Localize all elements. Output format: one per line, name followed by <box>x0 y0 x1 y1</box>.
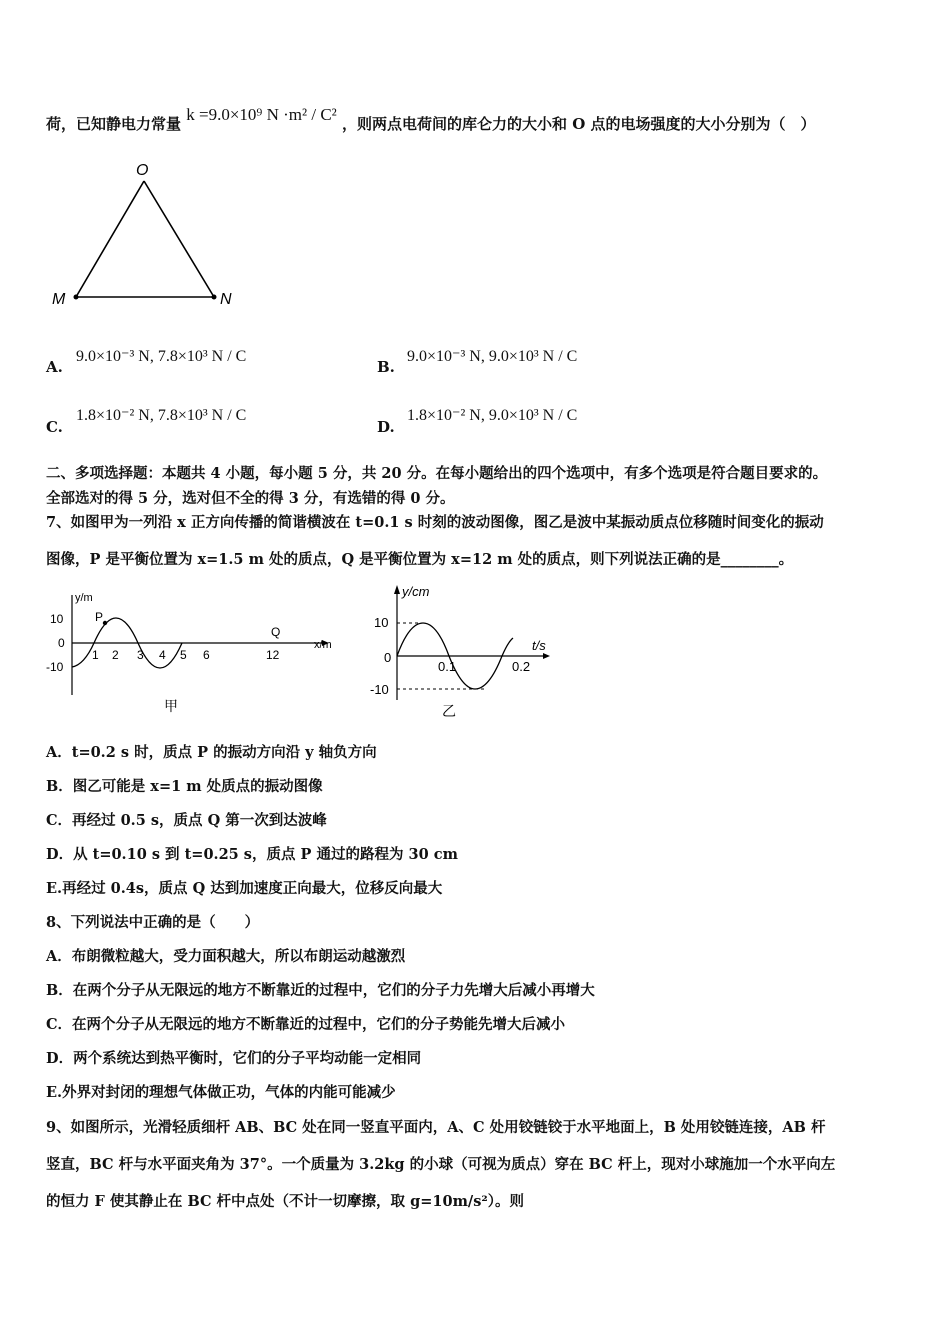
q9-stem-line3: 的恒力 F 使其静止在 BC 杆中点处（不计一切摩擦，取 g=10m/s²）。则 <box>46 1193 524 1210</box>
q7-option-c: C．再经过 0.5 s，质点 Q 第一次到达波峰 <box>46 812 327 829</box>
q6-option-d-value: 1.8×10⁻² N, 9.0×10³ N / C <box>407 407 578 424</box>
jia-x-tick-6: 6 <box>203 648 210 662</box>
q6-option-b-label: B. <box>377 358 395 376</box>
jia-caption: 甲 <box>164 698 178 714</box>
jia-x-tick-12: 12 <box>266 648 280 662</box>
q6-stem-pre: 荷，已知静电力常量 <box>46 115 182 133</box>
jia-x-axis-label: x/m <box>314 639 332 651</box>
q8-option-a: A．布朗微粒越大，受力面积越大，所以布朗运动越激烈 <box>46 948 406 965</box>
vertex-n-label: N <box>220 291 232 308</box>
q6-option-d-label: D. <box>377 418 395 436</box>
jia-x-tick-3: 3 <box>137 648 144 662</box>
q8-option-e: E.外界对封闭的理想气体做正功，气体的内能可能减少 <box>46 1084 396 1101</box>
q6-stem-post: ，则两点电荷间的库仑力的大小和 O 点的电场强度的大小分别为（ ） <box>342 115 816 133</box>
q7-option-e: E.再经过 0.4s，质点 Q 达到加速度正向最大，位移反向最大 <box>46 880 443 897</box>
q6-option-a-value: 9.0×10⁻³ N, 7.8×10³ N / C <box>76 348 247 365</box>
yi-x-tick-0-2: 0.2 <box>512 659 531 674</box>
q7-option-a: A．t=0.2 s 时，质点 P 的振动方向沿 y 轴负方向 <box>46 744 377 761</box>
triangle-figure <box>40 155 250 315</box>
q6-option-c-value: 1.8×10⁻² N, 7.8×10³ N / C <box>76 407 247 424</box>
jia-x-tick-4: 4 <box>159 648 166 662</box>
q7-option-b: B．图乙可能是 x=1 m 处质点的振动图像 <box>46 778 323 795</box>
q8-option-c: C．在两个分子从无限远的地方不断靠近的过程中，它们的分子势能先增大后减小 <box>46 1016 566 1033</box>
jia-y-axis-label: y/m <box>75 592 93 604</box>
point-p-label: P <box>95 610 104 624</box>
section2-heading-line1: 二、多项选择题：本题共 4 小题，每小题 5 分，共 20 分。在每小题给出的四个选项中，有多个选项是符合题目要求的。 <box>46 465 828 482</box>
coulomb-constant: k =9.0×10⁹ N ·m² / C² <box>186 105 337 124</box>
q7-option-d: D．从 t=0.10 s 到 t=0.25 s，质点 P 通过的路程为 30 cm <box>46 846 458 863</box>
yi-x-tick-0-1: 0.1 <box>438 659 457 674</box>
q8-stem: 8、下列说法中正确的是（ ） <box>46 914 260 931</box>
yi-y-tick-0: 0 <box>384 650 392 665</box>
q7-stem-line1: 7、如图甲为一列沿 x 正方向传播的简谐横波在 t=0.1 s 时刻的波动图像，图乙是波中某振动质点位移随时间变化的振动 <box>46 514 824 531</box>
jia-x-tick-1: 1 <box>92 648 99 662</box>
jia-y-tick-10: 10 <box>50 612 64 626</box>
wave-graph-jia <box>42 585 342 720</box>
q6-option-c-label: C. <box>46 418 63 436</box>
point-q-label: Q <box>271 625 281 639</box>
vibration-graph-yi <box>362 582 562 722</box>
jia-y-tick-0: 0 <box>58 636 65 650</box>
vertex-o-label: O <box>136 162 149 179</box>
yi-y-axis-label: y/cm <box>402 584 430 599</box>
yi-x-axis-label: t/s <box>532 638 546 653</box>
q6-option-a-label: A. <box>46 358 63 376</box>
q7-stem-line2: 图像，P 是平衡位置为 x=1.5 m 处的质点，Q 是平衡位置为 x=12 m 处的质点，则下列说法正确的是________。 <box>46 551 794 568</box>
q9-stem-line2: 竖直，BC 杆与水平面夹角为 37°。一个质量为 3.2kg 的小球（可视为质点）穿在 BC 杆上，现对小球施加一个水平向左 <box>46 1156 836 1173</box>
jia-x-tick-2: 2 <box>112 648 119 662</box>
yi-y-tick-neg10: -10 <box>370 682 389 697</box>
q6-stem-line <box>46 105 816 134</box>
jia-y-tick-neg10: -10 <box>46 660 64 674</box>
yi-caption: 乙 <box>442 703 456 719</box>
q8-option-b: B．在两个分子从无限远的地方不断靠近的过程中，它们的分子力先增大后减小再增大 <box>46 982 595 999</box>
q6-option-b-value: 9.0×10⁻³ N, 9.0×10³ N / C <box>407 348 578 365</box>
q9-stem-line1: 9、如图所示，光滑轻质细杆 AB、BC 处在同一竖直平面内，A、C 处用铰链铰于水平地面上，B 处用铰链连接，AB 杆 <box>46 1119 826 1136</box>
jia-x-tick-5: 5 <box>180 648 187 662</box>
yi-y-tick-10: 10 <box>374 615 389 630</box>
vertex-m-label: M <box>52 291 66 308</box>
q8-option-d: D．两个系统达到热平衡时，它们的分子平均动能一定相同 <box>46 1050 422 1067</box>
section2-heading-line2: 全部选对的得 5 分，选对但不全的得 3 分，有选错的得 0 分。 <box>46 490 455 507</box>
